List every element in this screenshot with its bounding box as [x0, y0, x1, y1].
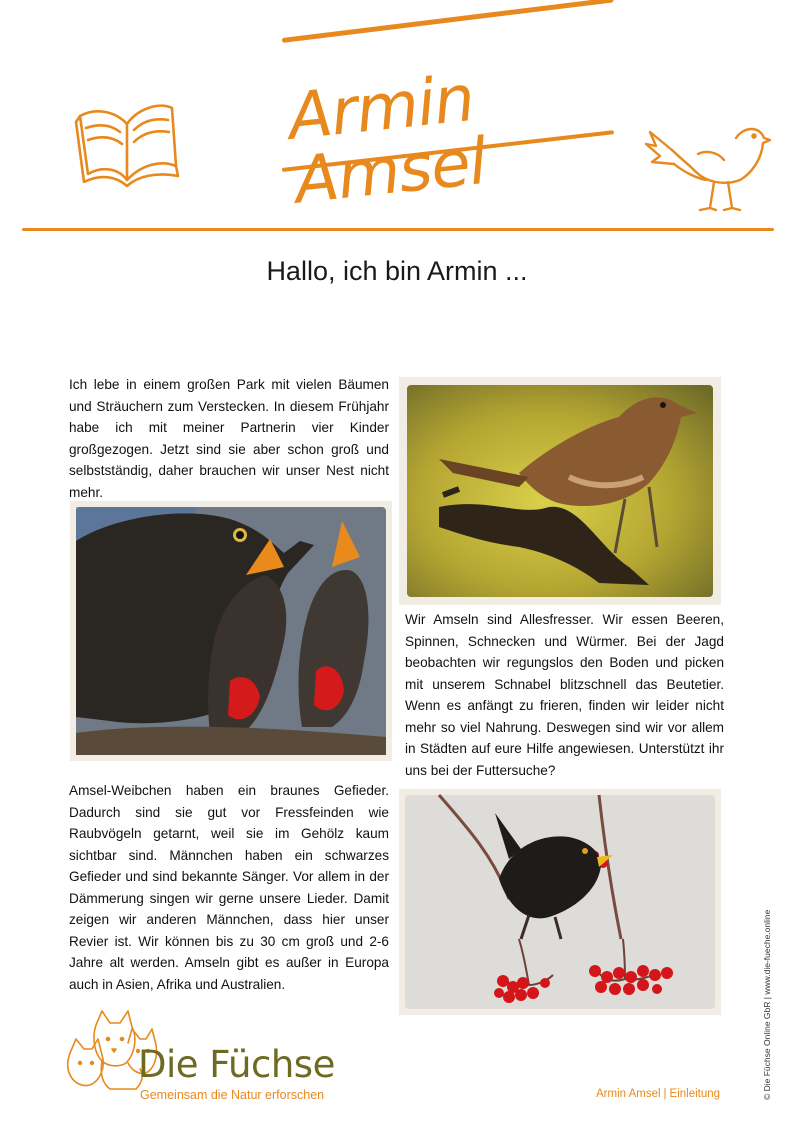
copyright-notice: © Die Füchse Online GbR | www.die-fueche.online: [762, 909, 772, 1100]
paragraph-diet: Wir Amseln sind Allesfresser. Wir essen Beeren, Spinnen, Schnecken und Würmer. Bei der Jagd beobachten wir regungslos den Boden und picken mit unserem Schnabel blitzschnell das Beutetier. Wenn es anfängt zu frieren, finden wir leider nicht mehr so viel Nahrung. Deswegen sind wir vor allem in Städten auf eure Hilfe angewiesen. Unterstützt ihr uns bei der Futtersuche?: [405, 612, 724, 778]
subtitle: Hallo, ich bin Armin ...: [266, 256, 528, 286]
photo-female-blackbird: [399, 377, 721, 605]
footer-topic: Armin Amsel: [596, 1088, 661, 1100]
book-icon: [72, 96, 182, 188]
footer-section: Einleitung: [669, 1088, 721, 1100]
footer-reference: [596, 1088, 720, 1100]
paragraph-habitat: Ich lebe in einem großen Park mit vielen Bäumen und Sträuchern zum Verstecken. In diesem Frühjahr habe ich mit meiner Partnerin vier Kinder großgezogen. Jetzt sind sie aber schon groß und selbstständig, daher brauchen wir unser Nest nicht mehr.: [69, 377, 389, 500]
header-line-top: [282, 0, 614, 43]
bird-icon: [644, 110, 774, 214]
header-separator: [22, 228, 774, 231]
photo-blackbird-feeding-chicks: [70, 501, 392, 761]
brand-name: Die Füchse: [138, 1043, 335, 1086]
brand-slogan: Gemeinsam die Natur erforschen: [140, 1088, 325, 1102]
paragraph-plumage: Amsel-Weibchen haben ein braunes Gefieder. Dadurch sind sie gut vor Fressfeinden wie Raubvögeln getarnt, weil sie im Gehölz kaum sichtbar sind. Männchen haben ein schwarzes Gefieder und sind bekannte Sänger. Vor allem in der Dämmerung singen wir gerne unsere Lieder. Damit zeigen wir anderen Männchen, dass hier unser Revier ist. Wir können bis zu 30 cm groß und 2-6 Jahre alt werden. Amseln gibt es außer in Europa auch in Asien, Afrika und Australien.: [69, 783, 389, 992]
page-title: Armin Amsel: [284, 61, 490, 219]
photo-male-blackbird-berries: [399, 789, 721, 1015]
footer-separator: |: [663, 1088, 667, 1100]
